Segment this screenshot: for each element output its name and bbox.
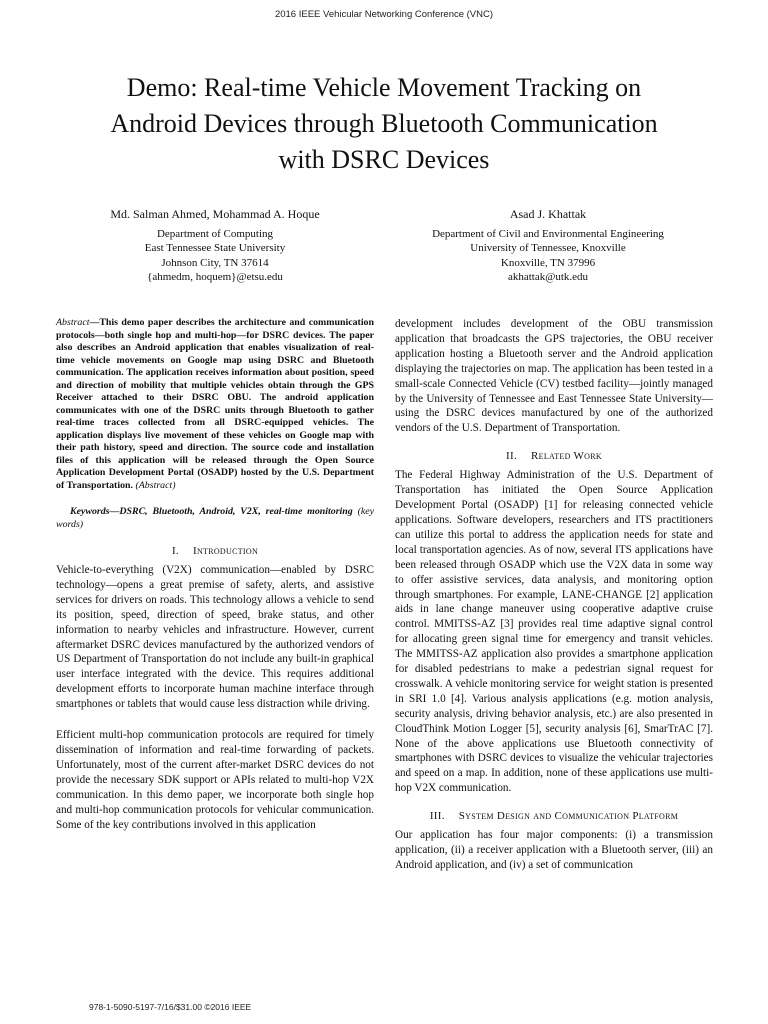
abstract-tag: (Abstract) — [135, 479, 176, 491]
author-email: akhattak@utk.edu — [507, 271, 589, 283]
keywords — [56, 505, 374, 531]
author-institution: University of Tennessee, Knoxville — [470, 242, 626, 254]
author-names: Md. Salman Ahmed, Mohammad A. Hoque — [110, 207, 320, 221]
section-title: System Design and Communication Platform — [458, 810, 679, 823]
related-work-paragraph: The Federal Highway Administration of the U.S. Department of Transportation has initiated the Open Source Application Development Portal (OSADP) [1] for releasing connected vehicle applications. Software developers, researchers and ITS practitioners can utilize this portal to address the application needs for state and local transportation agencies. As of now, several ITS applications have been released through OSADP which use the V2X data in some way to offer assistive services, data analysis, and monitoring option through smartphones. For example, LANE-CHANGE [2] application aids in lane change maneuver using cooperative adaptive cruise control. MMITSS-AZ [3] provides real time adaptive signal control for allocating green signal time for emergency and transit vehicles. The MMITSS-AZ application also provides a smartphone application for disabled pedestrians to make a pedestrian signal request for crosswalk. A vehicle monitoring service for weight station is presented in SRI 1.0 [4]. Various analysis applications (e.g. motion analysis, security analysis, driving behavior analysis, etc.) are also presented in CloudThink Motion Logger [5], security analysis [6], SmarTrAC [7]. None of the above applications use Bluetooth connectivity of smartphones with DSRC devices to visualize the vehicular trajectories and speed on a map. In addition, none of these applications use multi-hop V2X communication. — [395, 469, 713, 795]
section-number: II. — [506, 450, 517, 463]
paper-title — [40, 70, 728, 178]
intro-paragraph-3: development includes development of the OBU transmission application that broadcasts the GPS trajectories, the OBU receiver application hosting a Bluetooth server and the Android application displaying the trajectories on map. The application has been tested in a small-scale Connected Vehicle (CV) testbed facility—jointly managed by the University of Tennessee and East Tennessee State University—using the DSRC devices manufactured by one of the authorized vendors of the U.S. Department of Transportation. — [395, 318, 713, 435]
section-heading-introduction — [56, 545, 374, 557]
conference-header: 2016 IEEE Vehicular Networking Conference (VNC) — [274, 9, 494, 20]
title-line: Demo: Real-time Vehicle Movement Tracking on — [126, 73, 642, 102]
copyright-footer: 978-1-5090-5197-7/16/$31.00 ©2016 IEEE — [89, 1002, 252, 1012]
intro-paragraph-2: Efficient multi-hop communication protocols are required for timely dissemination of information and real-time forwarding of packets. Unfortunately, most of the current after-market DSRC devices do not provide the necessary SDK support or APIs related to multi-hop V2X communication. In this demo paper, we incorporate both single hop and multi-hop communication protocols for vehicular communication. Some of the key contributions involved in this application — [56, 729, 374, 831]
section-title: Introduction — [192, 545, 259, 557]
author-location: Johnson City, TN 37614 — [161, 256, 269, 269]
right-column — [395, 317, 713, 873]
section-number: III. — [429, 810, 445, 823]
section-heading-system-design — [395, 810, 713, 822]
title-line: with DSRC Devices — [278, 145, 490, 174]
author-institution: East Tennessee State University — [144, 242, 286, 254]
intro-paragraph-1: Vehicle-to-everything (V2X) communication—enabled by DSRC technology—opens a great premise of safety, alerts, and assistive services for drivers on roads. This technology allows a vehicle to send its position, speed, direction of speed, brake status, and other information to nearby vehicles and infrastructure. However, current aftermarket DSRC devices manufactured by the authorized vendors of US Department of Transportation do not include any built-in graphical user interface integrated with the device. This requires additional development efforts to incorporate human machine interface through smartphones or tablets that would cause less distraction while driving. — [56, 564, 374, 711]
author-department: Department of Civil and Environmental Engineering — [432, 227, 664, 240]
author-affiliation-right — [388, 207, 708, 285]
abstract-body: —This demo paper describes the architecture and communication protocols—both single hop and multi-hop—for DSRC devices. The paper also describes an Android application that enables visualization of real-time vehicle movements on Google map using DSRC and Bluetooth communication. The application receives information about position, speed and direction of mobility that multiple vehicles obtain through the GPS Receiver attached to their DSRC OBU. The android application communicates with one of the DSRC units through Bluetooth to gather real-time traces collected from all DSRC-equipped vehicles. The application displays live movement of these vehicles on Google map with their path history, speed and direction. The source code and installation files of this application will be released through the Open Source Application Development Portal (OSADP) hosted by the U.S. Department of Transportation. — [56, 317, 374, 491]
keywords-tag: (key words) — [56, 506, 374, 530]
author-department: Department of Computing — [156, 227, 274, 240]
abstract-lead: Abstract — [56, 317, 90, 328]
system-design-paragraph: Our application has four major components: (i) a transmission application, (ii) a receiver application with a Bluetooth server, (iii) an Android application, and (iv) a set of communication — [395, 829, 713, 871]
abstract — [56, 317, 374, 492]
keywords-body: Keywords—DSRC, Bluetooth, Android, V2X, real-time monitoring — [70, 506, 358, 517]
author-location: Knoxville, TN 37996 — [500, 256, 596, 269]
left-column — [56, 317, 374, 832]
author-email: {ahmedm, hoquem}@etsu.edu — [147, 271, 283, 283]
author-affiliation-left — [55, 207, 375, 285]
section-title: Related Work — [531, 450, 602, 463]
author-names: Asad J. Khattak — [509, 207, 587, 221]
title-line: Android Devices through Bluetooth Communication — [110, 109, 658, 138]
section-heading-related-work — [395, 450, 713, 462]
section-number: I. — [171, 545, 179, 557]
